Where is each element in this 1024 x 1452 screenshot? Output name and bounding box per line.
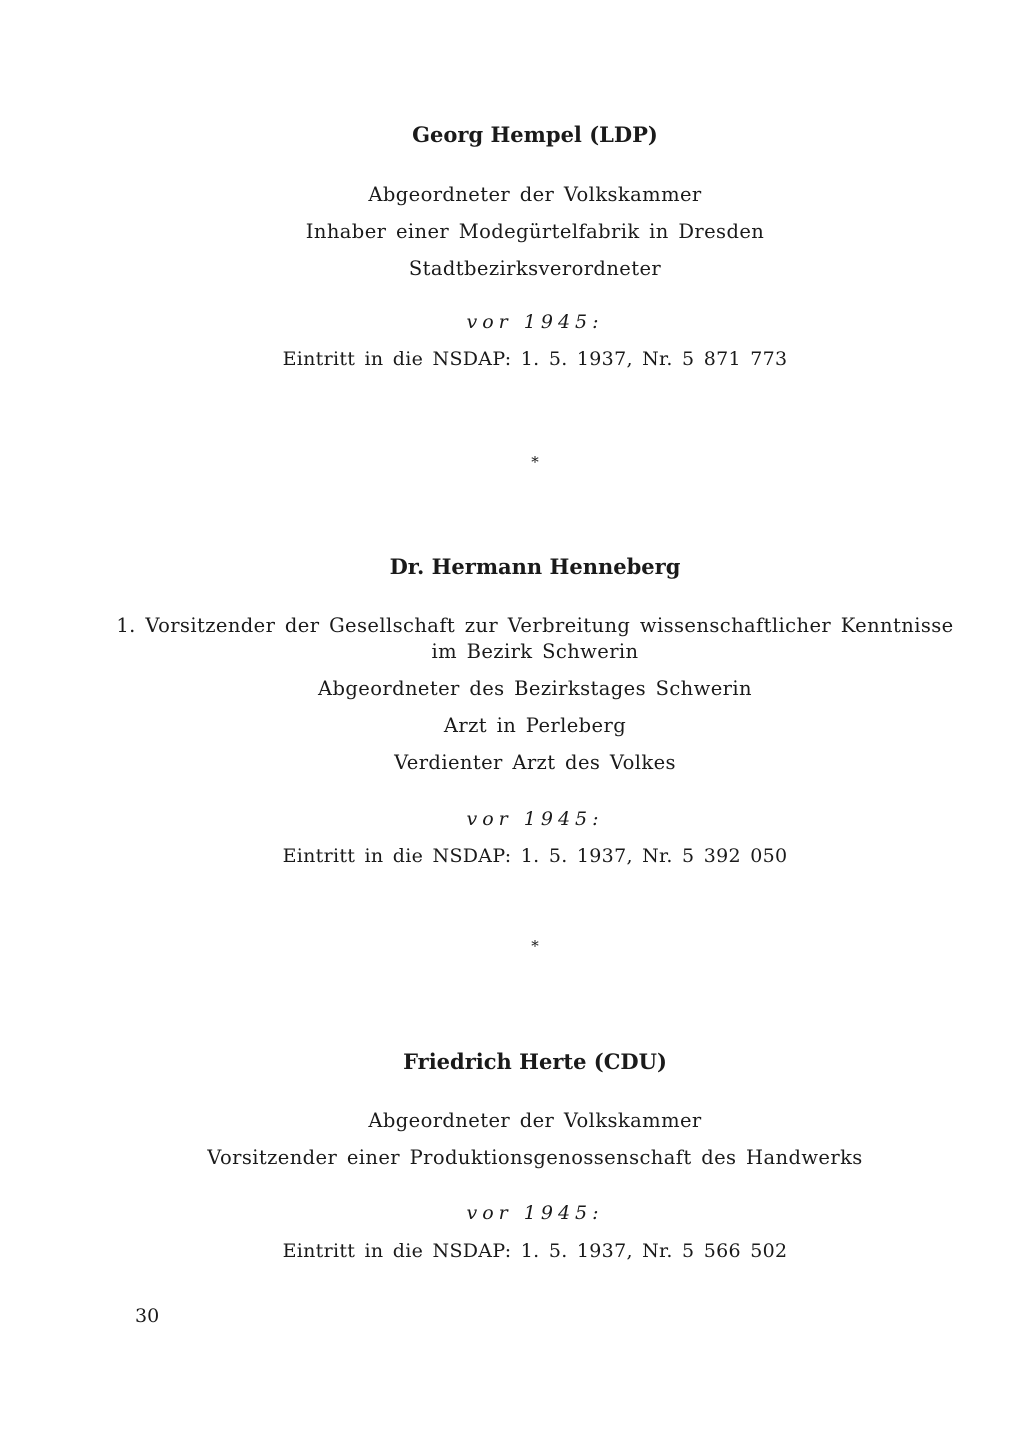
entry-name: Georg Hempel (LDP) [412, 122, 658, 147]
vor-1945-heading: vor 1945: [466, 1202, 604, 1224]
separator-asterisk: * [531, 453, 539, 471]
entry-role: Abgeordneter der Volkskammer [368, 1109, 702, 1132]
entry-role: Vorsitzender einer Produktionsgenossenschaft des Handwerks [207, 1146, 863, 1169]
entry-role: Verdienter Arzt des Volkes [394, 751, 676, 774]
entry-role: im Bezirk Schwerin [431, 640, 639, 663]
nsdap-entry: Eintritt in die NSDAP: 1. 5. 1937, Nr. 5 566 502 [282, 1240, 788, 1262]
entry-role: Abgeordneter des Bezirkstages Schwerin [318, 677, 752, 700]
entry-role: 1. Vorsitzender der Gesellschaft zur Verbreitung wissenschaftlicher Kenntnisse [116, 614, 954, 637]
entry-role: Arzt in Perleberg [443, 714, 627, 737]
entry-role: Stadtbezirksverordneter [408, 257, 662, 280]
vor-1945-heading: vor 1945: [466, 311, 604, 333]
nsdap-entry: Eintritt in die NSDAP: 1. 5. 1937, Nr. 5 871 773 [282, 348, 788, 370]
entry-name: Dr. Hermann Henneberg [389, 554, 681, 579]
nsdap-entry: Eintritt in die NSDAP: 1. 5. 1937, Nr. 5 392 050 [282, 845, 788, 867]
entry-role: Abgeordneter der Volkskammer [368, 183, 702, 206]
separator-asterisk: * [531, 937, 539, 955]
vor-1945-heading: vor 1945: [466, 808, 604, 830]
entry-name: Friedrich Herte (CDU) [403, 1049, 667, 1074]
page-number: 30 [135, 1305, 160, 1327]
entry-role: Inhaber einer Modegürtelfabrik in Dresden [305, 220, 765, 243]
